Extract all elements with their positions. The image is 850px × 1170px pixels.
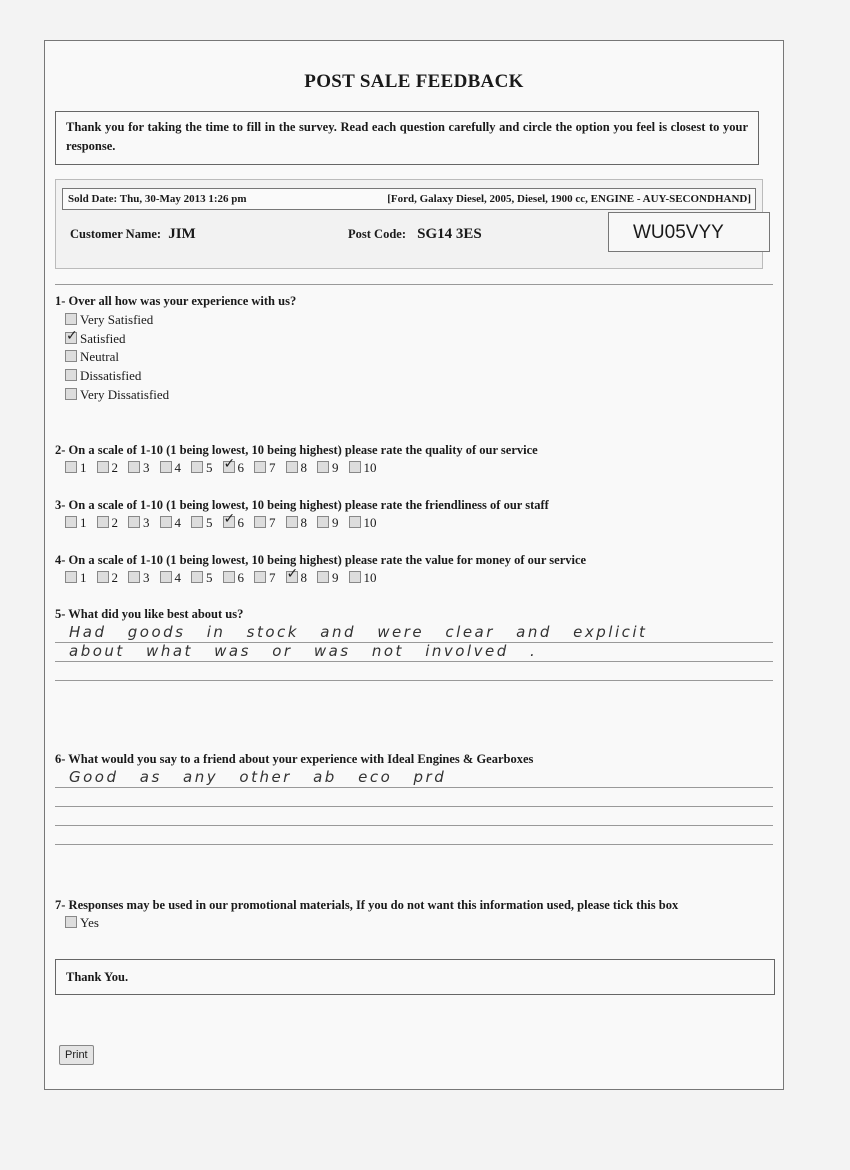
sold-date: Sold Date: Thu, 30-May 2013 1:26 pm [68,193,247,205]
scale-option [286,570,308,586]
question-7-options [65,914,99,933]
scale-checkbox[interactable] [191,571,203,583]
scale-option [160,570,182,586]
scale-checkbox[interactable] [254,571,266,583]
question-7-label: 7- Responses may be used in our promotional materials, If you do not want this information used, please tick this box [55,898,679,912]
scale-label: 7 [269,570,276,585]
scale-label: 2 [111,460,118,475]
scale-label: 3 [143,460,150,475]
scale-label: 3 [143,515,150,530]
scale-option [128,460,150,476]
scale-checkbox[interactable] [128,571,140,583]
question-5-answer [55,624,773,681]
scale-label: 2 [111,570,118,585]
scale-label: 4 [174,570,181,585]
scale-label: 3 [143,570,150,585]
scale-label: 5 [206,570,213,585]
option-label: Dissatisfied [80,368,142,384]
scale-label: 6 [237,570,244,585]
question-1-option [65,367,169,386]
handwriting: Good as any other ab eco prd [69,768,447,786]
scale-option [223,570,245,586]
scale-option [254,515,276,531]
scale-option [160,460,182,476]
scale-option [191,460,213,476]
question-1-label: 1- Over all how was your experience with us? [55,294,297,308]
scale-label: 8 [300,570,307,585]
question-3-scale [65,515,387,531]
scale-checkbox[interactable] [349,461,361,473]
option-checkbox[interactable] [65,313,77,325]
answer-line [55,788,773,807]
thank-you-box: Thank You. [55,959,775,995]
scale-checkbox[interactable] [317,461,329,473]
scale-checkbox[interactable] [286,516,298,528]
scale-label: 1 [80,570,87,585]
scale-option [286,515,308,531]
scale-label: 6 [237,515,244,530]
scale-checkbox[interactable] [223,516,235,528]
scale-checkbox[interactable] [286,571,298,583]
scale-checkbox[interactable] [317,571,329,583]
post-code-value: SG14 3ES [417,226,482,242]
option-checkbox[interactable] [65,388,77,400]
answer-line [55,769,773,788]
question-1-option [65,330,169,349]
divider [55,284,773,285]
scale-checkbox[interactable] [65,461,77,473]
scale-checkbox[interactable] [128,516,140,528]
scale-label: 7 [269,460,276,475]
scale-option [97,570,119,586]
scale-option [317,460,339,476]
scale-label: 9 [332,460,339,475]
opt-out-checkbox[interactable] [65,916,77,928]
scale-checkbox[interactable] [254,461,266,473]
customer-name-value: JIM [168,226,196,242]
option-checkbox[interactable] [65,369,77,381]
scale-option [223,460,245,476]
scale-option [128,570,150,586]
answer-line [55,624,773,643]
scale-option [160,515,182,531]
scale-option [128,515,150,531]
scale-label: 1 [80,460,87,475]
scale-option [65,460,87,476]
question-1-option [65,348,169,367]
answer-line [55,643,773,662]
scale-label: 6 [237,460,244,475]
customer-name-label: Customer Name: [70,227,162,241]
post-code [348,226,482,243]
question-1-option [65,386,169,405]
customer-name [70,226,196,243]
handwriting: about what was or was not involved . [69,642,538,660]
scale-label: 10 [363,570,377,585]
scale-checkbox[interactable] [160,516,172,528]
question-5-label: 5- What did you like best about us? [55,607,244,621]
question-6-label: 6- What would you say to a friend about your experience with Ideal Engines & Gearboxes [55,752,534,766]
scale-checkbox[interactable] [160,571,172,583]
option-checkbox[interactable] [65,350,77,362]
scale-option [254,570,276,586]
scale-option [191,515,213,531]
question-2-label: 2- On a scale of 1-10 (1 being lowest, 10 being highest) please rate the quality of our service [55,443,538,457]
scale-checkbox[interactable] [349,571,361,583]
scale-option [349,515,377,531]
scale-checkbox[interactable] [97,461,109,473]
scale-option [191,570,213,586]
scale-label: 4 [174,460,181,475]
scale-label: 4 [174,515,181,530]
answer-line [55,826,773,845]
scale-checkbox[interactable] [254,516,266,528]
option-label: Satisfied [80,330,126,346]
scale-checkbox[interactable] [191,516,203,528]
scale-checkbox[interactable] [97,516,109,528]
scale-label: 1 [80,515,87,530]
scale-option [317,570,339,586]
scale-checkbox[interactable] [223,461,235,473]
scale-checkbox[interactable] [223,571,235,583]
scale-label: 8 [300,515,307,530]
scale-label: 9 [332,515,339,530]
opt-out-option [65,914,99,933]
scale-checkbox[interactable] [65,516,77,528]
intro-box: Thank you for taking the time to fill in the survey. Read each question carefully and circle the option you feel is closest to your response. [55,111,759,165]
scale-label: 7 [269,515,276,530]
question-6-answer [55,769,773,845]
scale-option [317,515,339,531]
print-button[interactable]: Print [59,1045,94,1065]
question-4-label: 4- On a scale of 1-10 (1 being lowest, 10 being highest) please rate the value for money of our service [55,553,587,567]
scale-checkbox[interactable] [286,461,298,473]
question-2-scale [65,460,387,476]
question-4-scale [65,570,387,586]
scale-label: 5 [206,460,213,475]
scale-checkbox[interactable] [65,571,77,583]
scale-label: 10 [363,515,377,530]
option-label: Very Dissatisfied [80,386,170,402]
scale-option [97,460,119,476]
question-3-label: 3- On a scale of 1-10 (1 being lowest, 10 being highest) please rate the friendliness of our staff [55,498,549,512]
scale-checkbox[interactable] [128,461,140,473]
question-1-option [65,311,169,330]
option-label: Neutral [80,349,119,365]
feedback-form [44,40,784,1090]
option-checkbox[interactable] [65,332,77,344]
scale-option [97,515,119,531]
sale-summary-bar [62,188,756,210]
scale-option [349,570,377,586]
scale-checkbox[interactable] [349,516,361,528]
scale-checkbox[interactable] [191,461,203,473]
scale-option [223,515,245,531]
post-code-label: Post Code: [348,227,406,241]
sale-info-panel [55,179,763,269]
scale-checkbox[interactable] [160,461,172,473]
scale-option [286,460,308,476]
handwriting: Had goods in stock and were clear and explicit [69,623,648,641]
scale-label: 8 [300,460,307,475]
answer-line [55,807,773,826]
scale-label: 5 [206,515,213,530]
registration-box: WU05VYY [608,212,770,252]
scale-option [349,460,377,476]
page-title: POST SALE FEEDBACK [304,71,524,92]
option-label: Very Satisfied [80,312,154,327]
answer-line [55,662,773,681]
scale-option [65,570,87,586]
scale-label: 9 [332,570,339,585]
scale-label: 2 [111,515,118,530]
scale-label: 10 [363,460,377,475]
scale-option [254,460,276,476]
scale-option [65,515,87,531]
opt-out-label: Yes [80,915,99,930]
scale-checkbox[interactable] [97,571,109,583]
vehicle-details: [Ford, Galaxy Diesel, 2005, Diesel, 1900 cc, ENGINE - AUY-SECONDHAND] [387,193,751,205]
question-1-options [65,311,169,404]
scale-checkbox[interactable] [317,516,329,528]
